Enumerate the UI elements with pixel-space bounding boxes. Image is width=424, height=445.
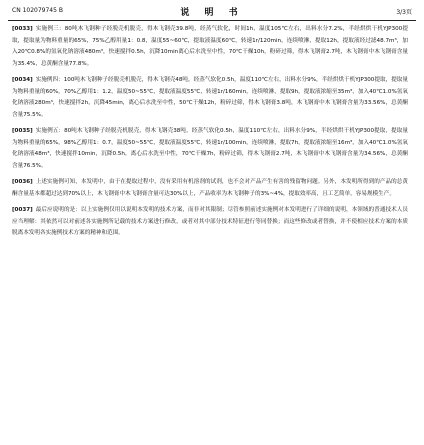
paragraph-text: 实施例四：100吨木飞钢种子经脱壳机脱壳，得木飞钢壳48吨，经蒸气软化0.5h，温度110℃左右，出料水分9%，半经烘烘干机YJP300提取，提取量为物料重量的60%，70%乙醇用1：1.2，温度50~55℃，提取液温度55℃，转速1r/160min，连续喷淋，提取9h，提取液浓缩至35m³，加入40℃1.0%氢氧化钠溶液280m³，快速搅拌2h，沉降45min，离心后水洗至中性，50℃干燥12h，粉碎过筛，得木飞钢膏3.8吨，木飞钢膏中木飞钢膏含量为33.56%，总黄酮含量75.5%。 bbox=[12, 77, 408, 118]
document-title: 说 明 书 bbox=[180, 8, 244, 18]
paragraph-number: [0035] bbox=[12, 128, 33, 134]
page-indicator: 3/3页 bbox=[396, 9, 412, 16]
paragraph-0033 bbox=[12, 24, 408, 70]
paragraph-0035 bbox=[12, 126, 408, 172]
paragraph-number: [0037] bbox=[12, 207, 33, 213]
paragraph-0036 bbox=[12, 177, 408, 200]
paragraph-text: 实施例三：80吨木飞钢种子经脱壳机脱壳，得木飞钢壳39.8吨，经蒸气软化，时间1h，温度105℃左右，出料水分7.2%，半经烘烘干机YJP300提取，提取量为物料重量的65%，75%乙醇用量1：0.8，温度55~60℃，提取液温度60℃，转速1r/120min，连续喷淋，提取12h，提取液经过滤48.7m³，加入20℃0.8%的氢氧化钠溶液480m³，快速搅拌0.5h，沉降10min离心后水洗至中性，70℃干燥10h，粉碎过筛，得木飞钢膏2.7吨，木飞钢膏中木飞钢膏含量为35.4%，总黄酮含量77.8%。 bbox=[12, 26, 408, 67]
paragraph-text: 上述实施例可知，本发明中，由于在提取过程中，没有采用有机溶剂的试剂，也不会对产品产生有害的残留物问题。另外，本发明所得到的产品的总黄酮含量基本都超过达到70%以上，木飞钢膏中木飞钢膏含量可达30%以上，产品收率为木飞钢种子的3%~4%，提取效率高，且工艺简单，容易规模生产。 bbox=[12, 179, 408, 197]
paragraph-number: [0036] bbox=[12, 179, 33, 185]
paragraph-number: [0034] bbox=[12, 77, 33, 83]
document-body bbox=[12, 24, 408, 442]
page-header bbox=[8, 4, 416, 21]
paragraph-number: [0033] bbox=[12, 26, 33, 32]
paragraph-0034 bbox=[12, 75, 408, 121]
paragraph-0037 bbox=[12, 205, 408, 240]
paragraph-text: 最后应说明的是：以上实施例仅用以说明本发明的技术方案，而非对其限制；尽管参照前述实施例对本发明进行了详细的说明，本领域的普通技术人员应当理解：其依然可以对前述各实施例所记载的技术方案进行修改，或者对其中部分技术特征进行等同替换；而这些修改或者替换，并不使相应技术方案的本质脱离本发明各实施例技术方案的精神和范围。 bbox=[12, 207, 408, 236]
paragraph-text: 实施例五：80吨木飞钢种子经脱壳机脱壳，得木飞钢壳38吨，经蒸气软化0.5h，温度110℃左右，出料水分9%，半经烘烘干机YJP300提取，提取量为物料重量的65%，98%乙醇用1：0.7，温度50~55℃，提取液温度55℃，转速1r/100min，连续喷淋，提取7h，提取液浓缩至16m³，加入40℃1.0%氢氧化钠溶液48m³，快速搅拌10min，沉降0.5h，离心后水洗至中性，70℃干燥7h，粉碎过筛，得木飞钢膏2.7吨，木飞钢膏中木飞钢膏含量为34.56%，总黄酮含量76.5%。 bbox=[12, 128, 408, 169]
publication-number: CN 102079745 B bbox=[12, 7, 63, 14]
